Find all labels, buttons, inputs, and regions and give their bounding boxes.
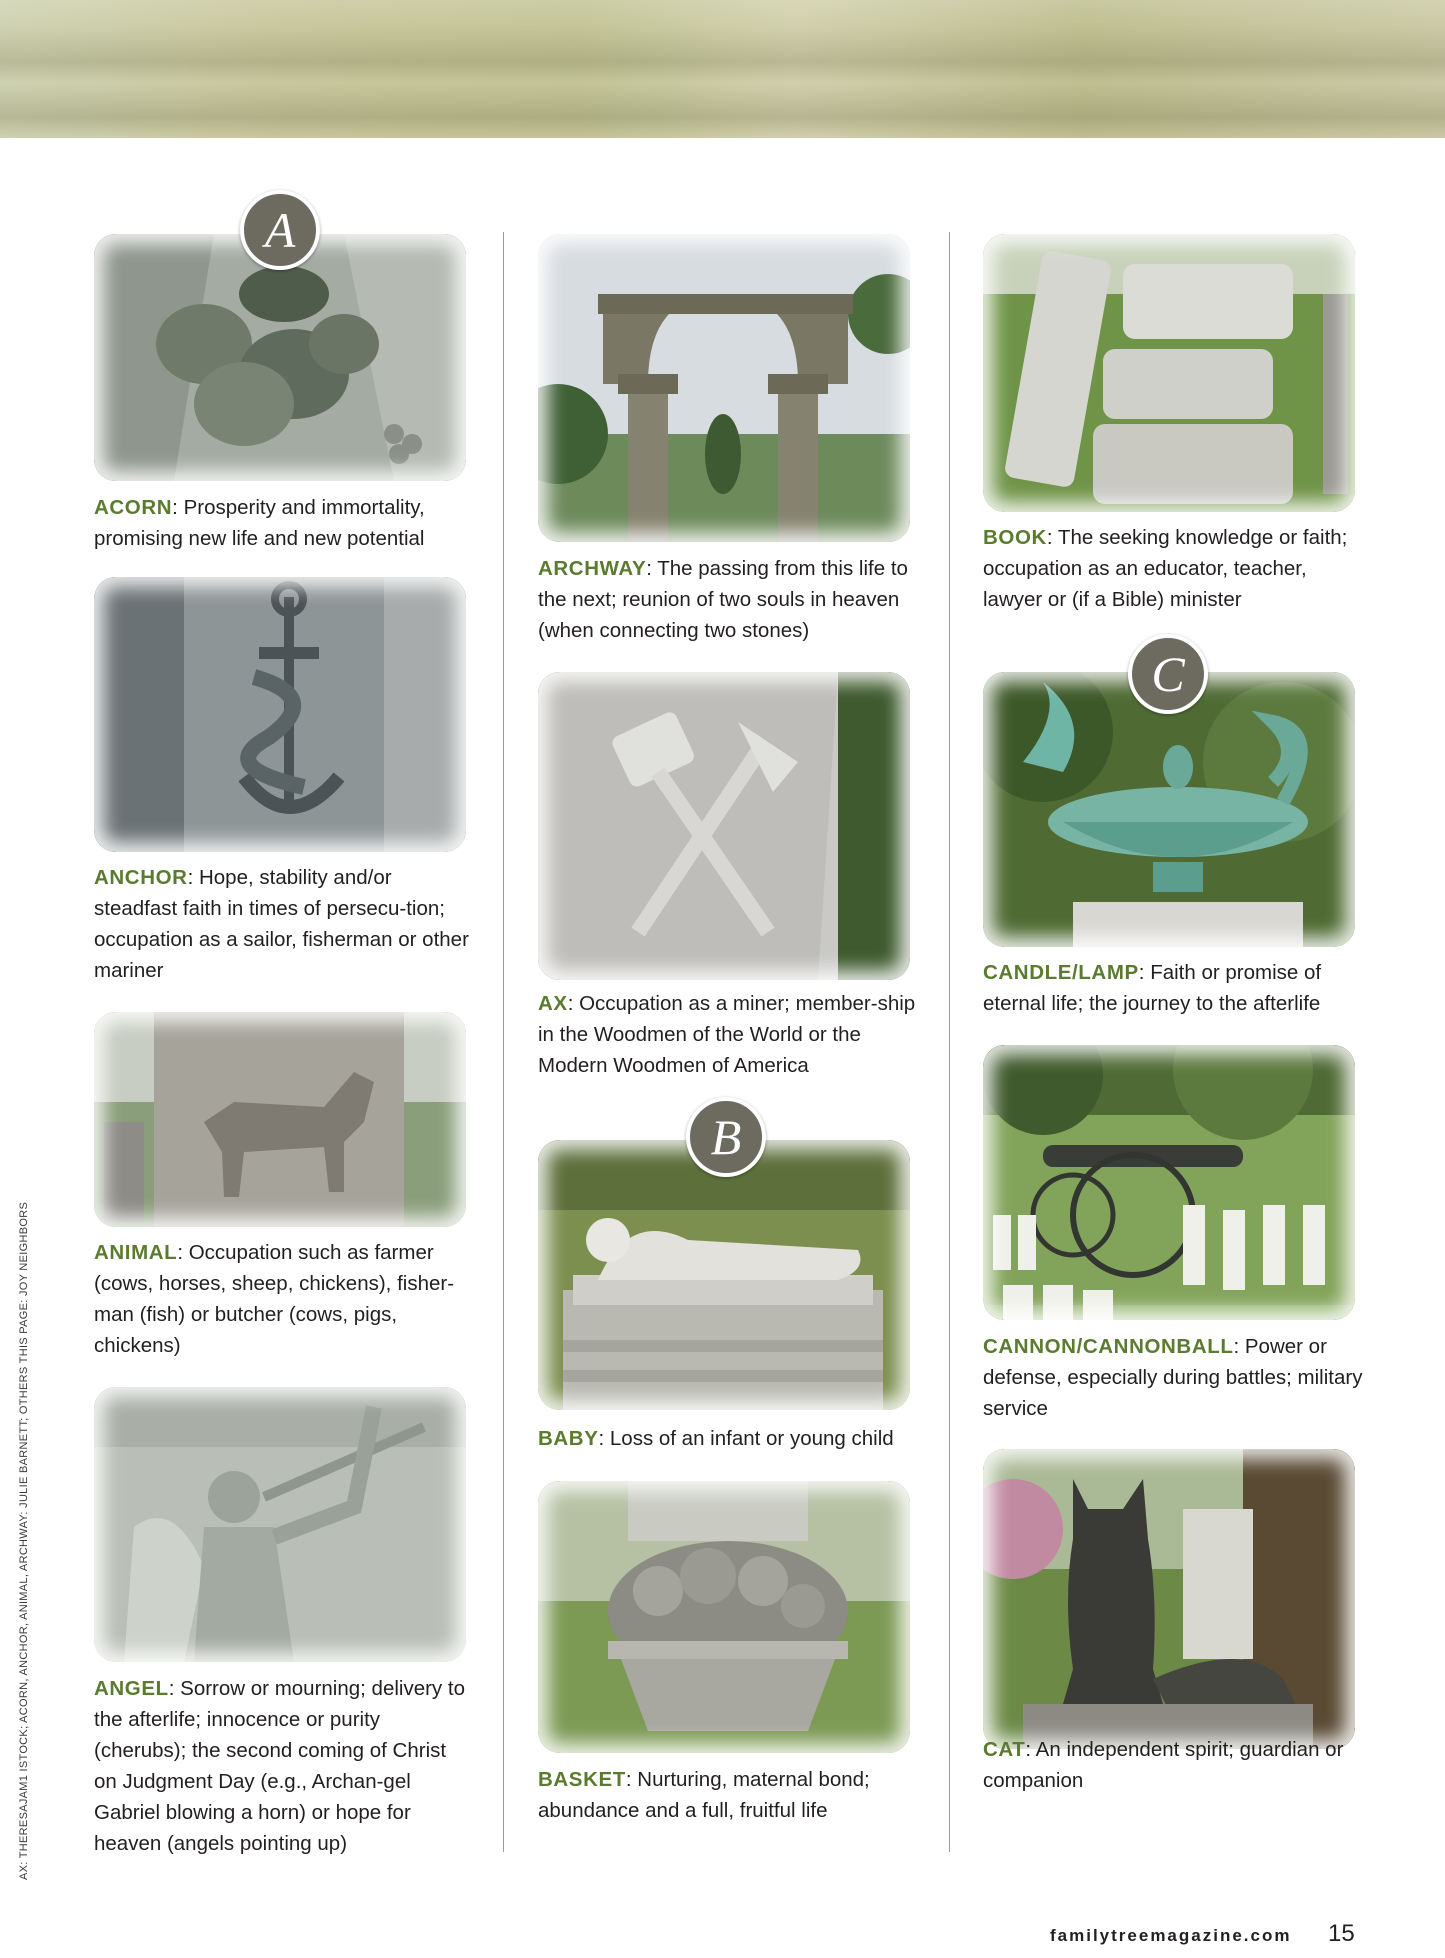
- term-label: BOOK: [983, 526, 1047, 549]
- animal-entry: [94, 1237, 474, 1361]
- book-photo: [983, 234, 1355, 512]
- term-label: CANNON/CANNONBALL: [983, 1335, 1234, 1358]
- anchor-photo: [94, 577, 466, 852]
- term-label: BABY: [538, 1427, 599, 1450]
- baby-photo: [538, 1140, 910, 1410]
- ax-entry: [538, 988, 918, 1081]
- cat-photo: [983, 1449, 1355, 1749]
- term-definition: : Occupation as a miner; member-ship in the Woodmen of the World or the Modern Woodmen of America: [538, 992, 916, 1077]
- candle-lamp-entry: [983, 957, 1363, 1019]
- term-definition: : The seeking knowledge or faith; occupation as an educator, teacher, lawyer or (if a Bible) minister: [983, 526, 1348, 611]
- term-label: BASKET: [538, 1768, 626, 1791]
- header-banner-image: [0, 0, 1445, 138]
- cannon-photo: [983, 1045, 1355, 1320]
- archway-entry: [538, 553, 918, 646]
- book-entry: [983, 522, 1363, 615]
- cannon-entry: [983, 1331, 1363, 1424]
- column-divider: [949, 232, 950, 1852]
- anchor-entry: [94, 862, 474, 986]
- term-definition: : Sorrow or mourning; delivery to the afterlife; innocence or purity (cherubs); the second coming of Christ on Judgment Day (e.g., Archan-gel Gabriel blowing a horn) or hope for heaven (angels pointing up): [94, 1677, 465, 1855]
- angel-photo: [94, 1387, 466, 1662]
- basket-photo: [538, 1481, 910, 1753]
- animal-photo: [94, 1012, 466, 1227]
- term-definition: : Nurturing, maternal bond; abundance and a full, fruitful life: [538, 1768, 870, 1822]
- acorn-entry: [94, 492, 474, 554]
- term-definition: : Hope, stability and/or steadfast faith in times of persecu-tion; occupation as a sailor, fisherman or other mariner: [94, 866, 469, 982]
- term-definition: : The passing from this life to the next; reunion of two souls in heaven (when connecting two stones): [538, 557, 908, 642]
- section-letter-a: A: [240, 190, 320, 270]
- cat-entry: [983, 1734, 1363, 1796]
- term-definition: : Occupation such as farmer (cows, horses, sheep, chickens), fisher-man (fish) or butcher (cows, pigs, chickens): [94, 1241, 455, 1357]
- term-label: ANIMAL: [94, 1241, 178, 1264]
- term-definition: : Power or defense, especially during battles; military service: [983, 1335, 1363, 1420]
- footer-website: familytreemagazine.com: [1050, 1926, 1292, 1945]
- term-definition: : Prosperity and immortality, promising new life and new potential: [94, 496, 425, 550]
- term-label: CAT: [983, 1738, 1026, 1761]
- section-letter-c: C: [1128, 634, 1208, 714]
- term-definition: : An independent spirit; guardian or companion: [983, 1738, 1344, 1792]
- term-definition: : Faith or promise of eternal life; the journey to the afterlife: [983, 961, 1322, 1015]
- term-label: AX: [538, 992, 568, 1015]
- term-label: CANDLE/LAMP: [983, 961, 1139, 984]
- basket-entry: [538, 1764, 918, 1826]
- photo-credit: AX: THERESAJAM1 ISTOCK; ACORN, ANCHOR, ANIMAL, ARCHWAY: JULIE BARNETT; OTHERS THIS PAGE: JOY NEIGHBORS: [18, 1201, 30, 1880]
- term-label: ACORN: [94, 496, 173, 519]
- acorn-photo: [94, 234, 466, 481]
- term-label: ARCHWAY: [538, 557, 647, 580]
- column-divider: [503, 232, 504, 1852]
- term-label: ANGEL: [94, 1677, 169, 1700]
- baby-entry: [538, 1423, 918, 1454]
- page-number: 15: [1328, 1920, 1355, 1947]
- section-letter-b: B: [686, 1097, 766, 1177]
- angel-entry: [94, 1673, 474, 1859]
- term-label: ANCHOR: [94, 866, 188, 889]
- ax-photo: [538, 672, 910, 980]
- archway-photo: [538, 234, 910, 542]
- term-definition: : Loss of an infant or young child: [598, 1427, 894, 1450]
